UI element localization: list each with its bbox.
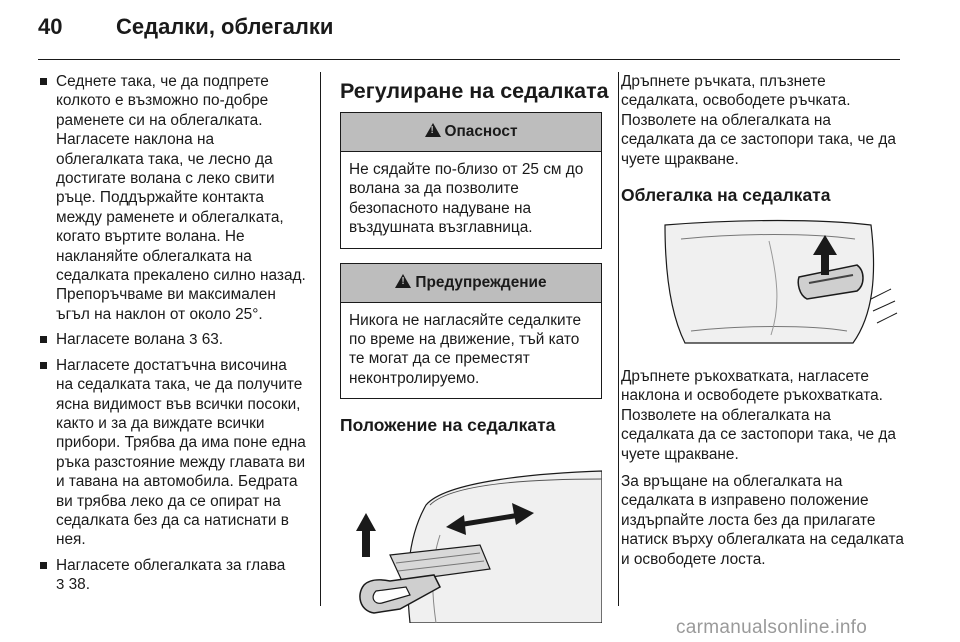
list-item: Нагласете облегалката за глава 3 38. <box>38 556 306 595</box>
page-header <box>0 0 960 60</box>
subsection-title: Облегалка на седалката <box>621 185 831 206</box>
seat-position-illustration <box>340 445 602 623</box>
danger-header: !Опасност <box>341 113 601 152</box>
up-arrow-icon <box>356 513 376 557</box>
list-item: Нагласете волана 3 63. <box>38 330 306 349</box>
column-divider-1 <box>320 72 321 606</box>
warning-box <box>340 263 602 400</box>
page-reference[interactable]: 63. <box>201 331 224 349</box>
watermark: carmanualsonline.info <box>676 617 868 638</box>
danger-text: Не сядайте по-близо от 25 см до волана за да позволите безопасното надуване на въздушната възглавница. <box>349 161 584 237</box>
column-1 <box>38 72 306 601</box>
body-text: Дръпнете ръчката, плъзнете седалката, освободете ръчката. Позволете на облегалката на седалката да се застопори така, че да чуете щракване. <box>621 73 896 168</box>
seatback-illustration <box>621 215 905 355</box>
body-text: За връщане на облегалката на седалката в изправено положение издърпайте лоста без да прилагате натиск върху облегалката на седалката и освободете лоста. <box>621 473 904 568</box>
warning-triangle-icon <box>425 123 441 137</box>
warning-header: !Предупреждение <box>341 264 601 303</box>
warning-text: Никога не нагласяйте седалките по време на движение, тъй като те могат да се преместят неконтролируемо. <box>349 311 582 387</box>
page-reference[interactable]: 38. <box>68 576 91 594</box>
danger-box <box>340 112 602 249</box>
header-divider <box>38 59 900 60</box>
list-item: Седнете така, че да подпрете колкото е възможно по-добре раменете си на облегалката. Нагласете наклона на облегалката така, че лесно да достигате волана с леко свити ръце. Поддържайте контакта между раменете и облегалката, когато въртите волана. Не накланяйте облегалката на седалката прекалено силно назад. Препоръчваме ви максимален ъгъл на наклон от около 25°. <box>38 72 306 324</box>
subsection-title: Положение на седалката <box>340 415 556 436</box>
column-divider-2 <box>618 72 619 606</box>
column-3 <box>621 72 905 577</box>
warning-triangle-icon <box>395 274 411 288</box>
page-title: Седалки, облегалки <box>116 14 334 39</box>
page-reference-icon: 3 <box>189 331 198 349</box>
list-item: Нагласете достатъчна височина на седалката така, че да получите ясна видимост във всички посоки, както и за да виждате всички прибори. Трябва да има поне една ръка разстояние между главата ви и тавана на автомобила. Бедрата ви трябва леко да се опират на седалката без да са натиснати в нея. <box>38 356 306 550</box>
body-text: Дръпнете ръкохватката, нагласете наклона и освободете ръкохватката. Позволете на облегалката на седалката да се застопори така, че да чуете щракване. <box>621 368 896 463</box>
section-title: Регулиране на седалката <box>340 79 609 103</box>
page-number: 40 <box>38 14 63 39</box>
page-reference-icon: 3 <box>56 576 65 594</box>
column-2 <box>340 72 609 635</box>
